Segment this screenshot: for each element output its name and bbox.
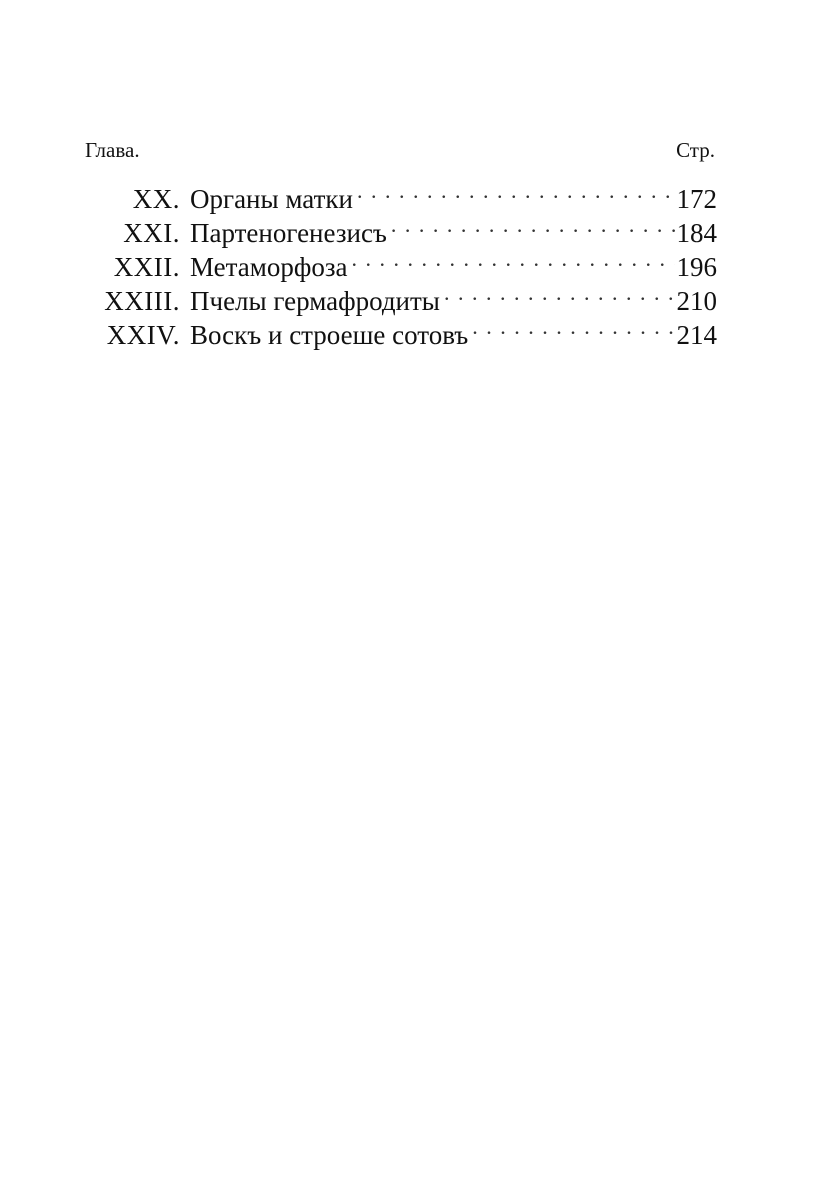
chapter-numeral: XXIII. (104, 286, 180, 316)
page-number: 214 (676, 320, 717, 350)
page-number: 184 (676, 218, 717, 248)
page-number: 172 (676, 184, 717, 214)
chapter-numeral: XXIV. (106, 320, 180, 350)
page-column-label: Стр. (676, 138, 715, 162)
toc-entry (85, 174, 717, 214)
page-number: 196 (676, 252, 717, 282)
chapter-column-label: Глава. (85, 138, 140, 162)
chapter-numeral: XX. (132, 184, 180, 214)
page-number: 210 (676, 286, 717, 316)
dot-leader (444, 276, 675, 310)
chapter-numeral: XXI. (123, 218, 180, 248)
chapter-title: Партеногенезисъ (190, 218, 387, 248)
chapter-numeral: XXII. (113, 252, 180, 282)
dot-leader (391, 208, 675, 242)
toc-header (85, 134, 717, 174)
chapter-title: Метаморфоза (190, 252, 348, 282)
chapter-title: Воскъ и строеше сотовъ (190, 320, 469, 350)
dot-leader (351, 242, 674, 276)
dot-leader (472, 310, 674, 344)
table-of-contents (85, 134, 717, 350)
chapter-title: Органы матки (190, 184, 353, 214)
dot-leader (357, 174, 675, 208)
chapter-title: Пчелы гермафродиты (190, 286, 440, 316)
